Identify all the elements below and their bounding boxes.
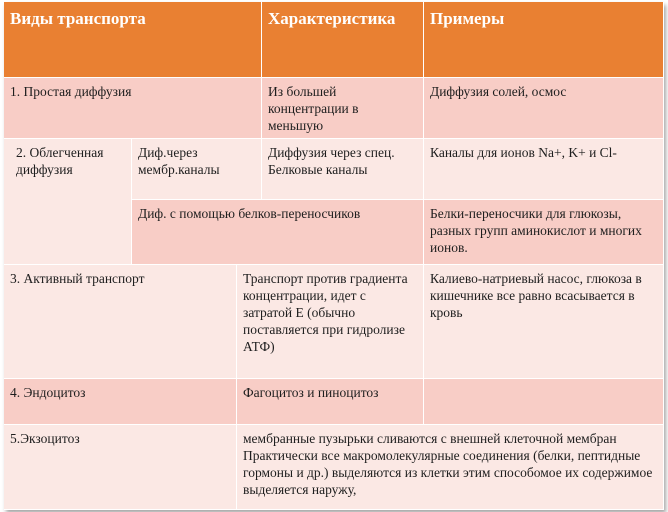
row5-characteristic: мембранные пузырьки сливаются с внешней клеточной мембран Практически все макромолекулярные соединения (белки, пептидные гормоны и др.) выделяются из клетки этим способомое их содержимое выделяется наружу, <box>237 425 664 510</box>
row2b-subtype-carriers: Диф. с помощью белков-переносчиков <box>132 200 424 265</box>
row2b-examples: Белки-переносчики для глюкозы, разных групп аминокислот и многих ионов. <box>424 200 664 265</box>
row1-type: 1. Простая диффузия <box>4 78 262 139</box>
row3-characteristic: Транспорт против градиента концентрации, идет с затратой Е (обычно поставляется при гидролизе АТФ) <box>237 265 424 379</box>
row4-characteristic: Фагоцитоз и пиноцитоз <box>237 379 424 425</box>
header-cell-examples: Примеры <box>424 2 664 78</box>
transport-types-table <box>4 2 664 510</box>
row2-type: 2. Облегченная диффузия <box>4 139 132 265</box>
header-cell-characteristic: Характеристика <box>262 2 424 78</box>
row4-type: 4. Эндоцитоз <box>4 379 237 425</box>
row2-subtype-channels: Диф.через мембр.каналы <box>132 139 262 200</box>
row1-examples: Диффузия солей, осмос <box>424 78 664 139</box>
row1-characteristic: Из большей концентрации в меньшую <box>262 78 424 139</box>
row3-examples: Калиево-натриевый насос, глюкоза в кишечнике все равно всасывается в кровь <box>424 265 664 379</box>
row3-type: 3. Активный транспорт <box>4 265 237 379</box>
row2-examples: Каналы для ионов Na+, K+ и Cl- <box>424 139 664 200</box>
row5-type: 5.Экзоцитоз <box>4 425 237 510</box>
row4-examples <box>424 379 664 425</box>
row2-characteristic: Диффузия через спец. Белковые каналы <box>262 139 424 200</box>
header-cell-types: Виды транспорта <box>4 2 262 78</box>
